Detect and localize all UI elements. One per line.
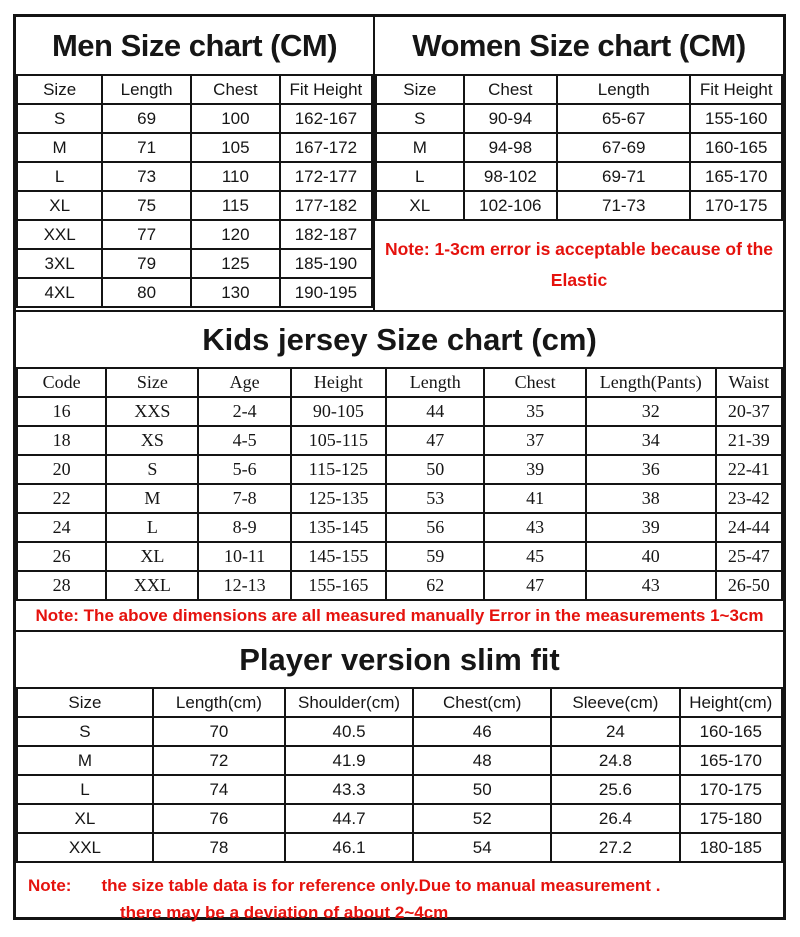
size-chart-outer-border [13, 14, 786, 920]
column-header: Sleeve(cm) [551, 688, 679, 717]
table-cell: 16 [17, 397, 106, 426]
table-row [376, 104, 782, 133]
table-cell: 24 [17, 513, 106, 542]
table-cell: 43 [586, 571, 716, 600]
table-cell: 78 [153, 833, 285, 862]
column-header: Size [376, 75, 464, 104]
table-row [17, 278, 372, 307]
elastic-tolerance-note-line2: Elastic [550, 270, 608, 290]
column-header: Size [17, 75, 102, 104]
table-cell: XXL [17, 833, 153, 862]
table-row [17, 104, 372, 133]
column-header: Chest [484, 368, 585, 397]
table-cell: 54 [413, 833, 551, 862]
table-cell: M [106, 484, 198, 513]
table-cell: 28 [17, 571, 106, 600]
table-cell: M [376, 133, 464, 162]
table-cell: M [17, 746, 153, 775]
table-cell: 105 [191, 133, 280, 162]
table-row [17, 426, 782, 455]
table-cell: 110 [191, 162, 280, 191]
table-cell: 185-190 [280, 249, 372, 278]
table-cell: 71-73 [557, 191, 690, 220]
column-header: Length [557, 75, 690, 104]
table-cell: XXL [17, 220, 102, 249]
men-size-chart [16, 17, 375, 310]
table-row [17, 191, 372, 220]
table-cell: 45 [484, 542, 585, 571]
table-cell: 182-187 [280, 220, 372, 249]
kids-size-chart-title: Kids jersey Size chart (cm) [16, 310, 783, 367]
table-row [17, 571, 782, 600]
table-row [17, 717, 782, 746]
table-cell: 177-182 [280, 191, 372, 220]
header-row [17, 368, 782, 397]
table-row [376, 162, 782, 191]
column-header: Length(cm) [153, 688, 285, 717]
table-cell: 47 [484, 571, 585, 600]
women-size-chart-title: Women Size chart (CM) [412, 28, 746, 63]
table-cell: 160-165 [690, 133, 782, 162]
table-cell: 24.8 [551, 746, 679, 775]
table-cell: 165-170 [690, 162, 782, 191]
header-row [17, 75, 372, 104]
column-header: Size [17, 688, 153, 717]
table-cell: 40.5 [285, 717, 413, 746]
table-cell: 46 [413, 717, 551, 746]
column-header: Size [106, 368, 198, 397]
table-cell: 65-67 [557, 104, 690, 133]
table-cell: 26-50 [716, 571, 782, 600]
table-cell: 125 [191, 249, 280, 278]
column-header: Height(cm) [680, 688, 782, 717]
table-cell: XL [17, 804, 153, 833]
column-header: Age [198, 368, 290, 397]
table-cell: S [17, 717, 153, 746]
column-header: Code [17, 368, 106, 397]
table-row [17, 775, 782, 804]
table-cell: 32 [586, 397, 716, 426]
table-cell: 115-125 [291, 455, 386, 484]
table-cell: 190-195 [280, 278, 372, 307]
table-row [376, 133, 782, 162]
column-header: Shoulder(cm) [285, 688, 413, 717]
column-header: Length(Pants) [586, 368, 716, 397]
table-cell: 69-71 [557, 162, 690, 191]
table-cell: 36 [586, 455, 716, 484]
table-cell: M [17, 133, 102, 162]
table-cell: 77 [102, 220, 191, 249]
women-size-table [375, 74, 783, 221]
table-cell: 50 [386, 455, 484, 484]
table-cell: S [17, 104, 102, 133]
column-header: Fit Height [690, 75, 782, 104]
table-cell: 25.6 [551, 775, 679, 804]
kids-size-table [16, 367, 783, 601]
table-cell: 170-175 [680, 775, 782, 804]
table-cell: 115 [191, 191, 280, 220]
table-cell: 56 [386, 513, 484, 542]
table-cell: 26.4 [551, 804, 679, 833]
note-label: Note: [28, 876, 72, 895]
table-cell: 47 [386, 426, 484, 455]
table-cell: 180-185 [680, 833, 782, 862]
table-cell: 26 [17, 542, 106, 571]
table-cell: 23-42 [716, 484, 782, 513]
table-cell: L [17, 775, 153, 804]
reference-only-note [16, 863, 783, 926]
table-cell: 162-167 [280, 104, 372, 133]
table-cell: L [17, 162, 102, 191]
table-cell: 73 [102, 162, 191, 191]
table-cell: 165-170 [680, 746, 782, 775]
table-row [17, 804, 782, 833]
table-row [17, 220, 372, 249]
table-cell: 43 [484, 513, 585, 542]
reference-only-note-line1 [28, 872, 773, 899]
column-header: Length [102, 75, 191, 104]
table-row [376, 191, 782, 220]
table-cell: 8-9 [198, 513, 290, 542]
table-cell: 69 [102, 104, 191, 133]
table-cell: 41 [484, 484, 585, 513]
table-cell: 10-11 [198, 542, 290, 571]
table-cell: 53 [386, 484, 484, 513]
table-cell: 20-37 [716, 397, 782, 426]
table-cell: 105-115 [291, 426, 386, 455]
table-cell: 72 [153, 746, 285, 775]
table-cell: 44.7 [285, 804, 413, 833]
table-cell: 22 [17, 484, 106, 513]
table-cell: 135-145 [291, 513, 386, 542]
table-cell: 2-4 [198, 397, 290, 426]
table-row [17, 249, 372, 278]
table-cell: 125-135 [291, 484, 386, 513]
table-cell: 90-105 [291, 397, 386, 426]
header-row [17, 688, 782, 717]
table-cell: 7-8 [198, 484, 290, 513]
table-cell: 3XL [17, 249, 102, 278]
table-cell: 18 [17, 426, 106, 455]
header-row [376, 75, 782, 104]
table-cell: XS [106, 426, 198, 455]
table-row [17, 397, 782, 426]
reference-only-note-text: the size table data is for reference only.Due to manual measurement . [101, 876, 661, 895]
table-cell: 35 [484, 397, 585, 426]
column-header: Fit Height [280, 75, 372, 104]
table-cell: L [106, 513, 198, 542]
table-row [17, 746, 782, 775]
table-cell: 37 [484, 426, 585, 455]
table-cell: 5-6 [198, 455, 290, 484]
table-cell: 41.9 [285, 746, 413, 775]
table-cell: 175-180 [680, 804, 782, 833]
table-cell: 39 [586, 513, 716, 542]
table-cell: 71 [102, 133, 191, 162]
men-women-section [16, 17, 783, 310]
table-cell: 24-44 [716, 513, 782, 542]
table-cell: 155-160 [690, 104, 782, 133]
player-version-table [16, 687, 783, 863]
table-cell: 34 [586, 426, 716, 455]
table-cell: XXS [106, 397, 198, 426]
table-cell: 75 [102, 191, 191, 220]
table-cell: 62 [386, 571, 484, 600]
table-cell: XL [376, 191, 464, 220]
table-cell: 74 [153, 775, 285, 804]
table-cell: 90-94 [464, 104, 558, 133]
table-cell: 145-155 [291, 542, 386, 571]
table-cell: 12-13 [198, 571, 290, 600]
table-cell: 22-41 [716, 455, 782, 484]
table-cell: 59 [386, 542, 484, 571]
table-cell: 172-177 [280, 162, 372, 191]
table-cell: 120 [191, 220, 280, 249]
elastic-tolerance-note [375, 221, 783, 310]
table-cell: S [106, 455, 198, 484]
table-cell: XXL [106, 571, 198, 600]
table-cell: 40 [586, 542, 716, 571]
women-size-chart [375, 17, 783, 310]
table-cell: 27.2 [551, 833, 679, 862]
table-row [17, 455, 782, 484]
table-cell: XL [17, 191, 102, 220]
table-cell: 76 [153, 804, 285, 833]
table-row [17, 513, 782, 542]
table-cell: 38 [586, 484, 716, 513]
column-header: Waist [716, 368, 782, 397]
table-cell: 130 [191, 278, 280, 307]
table-cell: S [376, 104, 464, 133]
table-cell: 79 [102, 249, 191, 278]
elastic-tolerance-note-line1: Note: 1-3cm error is acceptable because of the [384, 239, 774, 259]
table-row [17, 542, 782, 571]
column-header: Chest(cm) [413, 688, 551, 717]
table-cell: 24 [551, 717, 679, 746]
table-row [17, 162, 372, 191]
table-cell: 21-39 [716, 426, 782, 455]
reference-only-note-line2: there may be a deviation of about 2~4cm [120, 903, 449, 922]
table-cell: 46.1 [285, 833, 413, 862]
table-row [17, 484, 782, 513]
table-cell: 167-172 [280, 133, 372, 162]
table-cell: 48 [413, 746, 551, 775]
column-header: Chest [464, 75, 558, 104]
men-size-chart-title: Men Size chart (CM) [51, 28, 338, 63]
table-cell: L [376, 162, 464, 191]
table-row [17, 133, 372, 162]
table-cell: 4XL [17, 278, 102, 307]
table-cell: 70 [153, 717, 285, 746]
column-header: Height [291, 368, 386, 397]
table-cell: 52 [413, 804, 551, 833]
table-cell: 170-175 [690, 191, 782, 220]
table-cell: 160-165 [680, 717, 782, 746]
table-cell: 20 [17, 455, 106, 484]
manual-measurement-note: Note: The above dimensions are all measured manually Error in the measurements 1~3cm [16, 601, 783, 632]
table-cell: 4-5 [198, 426, 290, 455]
table-cell: 102-106 [464, 191, 558, 220]
table-cell: 39 [484, 455, 585, 484]
table-cell: 94-98 [464, 133, 558, 162]
table-cell: 50 [413, 775, 551, 804]
table-cell: 44 [386, 397, 484, 426]
table-cell: 155-165 [291, 571, 386, 600]
table-cell: 67-69 [557, 133, 690, 162]
table-cell: XL [106, 542, 198, 571]
table-cell: 98-102 [464, 162, 558, 191]
table-row [17, 833, 782, 862]
column-header: Chest [191, 75, 280, 104]
table-cell: 100 [191, 104, 280, 133]
column-header: Length [386, 368, 484, 397]
table-cell: 25-47 [716, 542, 782, 571]
player-version-title: Player version slim fit [239, 642, 560, 677]
table-cell: 80 [102, 278, 191, 307]
men-size-table [16, 74, 373, 308]
table-cell: 43.3 [285, 775, 413, 804]
